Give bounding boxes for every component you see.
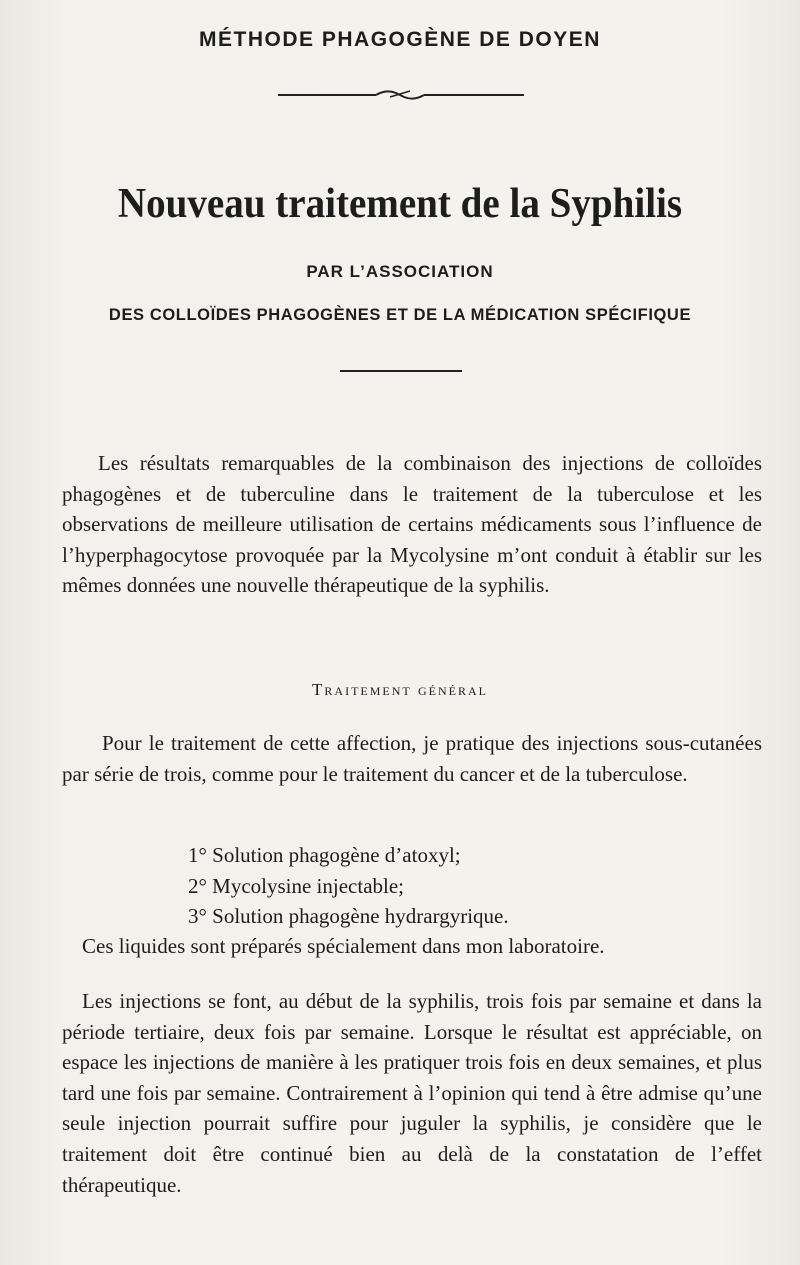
ornament-divider [278, 88, 524, 102]
solutions-list [188, 840, 509, 932]
intro-paragraph: Les résultats remarquables de la combinaison des injections de colloïdes phagogènes et de tuberculine dans le traitement de la tuberculose et les observations de meilleure utilisation de certains médicaments sous l’influence de l’hyperphagocytose provoquée par la Mycolysine m’ont conduit à établir sur les mêmes données une nouvelle thérapeutique de la syphilis. [62, 451, 762, 598]
list-item: 1° Solution phagogène d’atoxyl; [188, 843, 461, 867]
section-heading: Traitement général [312, 680, 488, 699]
short-rule [340, 370, 462, 372]
injection-paragraph: Les injections se font, au début de la syphilis, trois fois par semaine et dans la période tertiaire, deux fois par semaine. Lorsque le résultat est appréciable, on espace les injections de manière à les pratiquer trois fois en deux semaines, et plus tard une fois par semaine. Contrairement à l’opinion qui tend à être admise qu’une seule injection pourrait suffire pour juguler la syphilis, je considère que le traitement doit être continué bien au delà de la constatation de l’effet thérapeutique. [62, 989, 762, 1197]
page-title: Nouveau traitement de la Syphilis [117, 181, 683, 227]
running-header: MÉTHODE PHAGOGÈNE DE DOYEN [199, 28, 601, 51]
subtitle-line-1: PAR L’ASSOCIATION [306, 262, 494, 281]
subtitle-line-2: DES COLLOÏDES PHAGOGÈNES ET DE LA MÉDICATION SPÉCIFIQUE [108, 306, 692, 324]
treatment-paragraph: Pour le traitement de cette affection, je pratique des injections sous-cutanées par série de trois, comme pour le traitement du cancer et de la tuberculose. [62, 731, 762, 786]
list-item: 2° Mycolysine injectable; [188, 873, 405, 898]
list-item: 3° Solution phagogène hydrargyrique. [188, 904, 509, 929]
preparation-note: Ces liquides sont préparés spécialement dans mon laboratoire. [82, 934, 605, 958]
